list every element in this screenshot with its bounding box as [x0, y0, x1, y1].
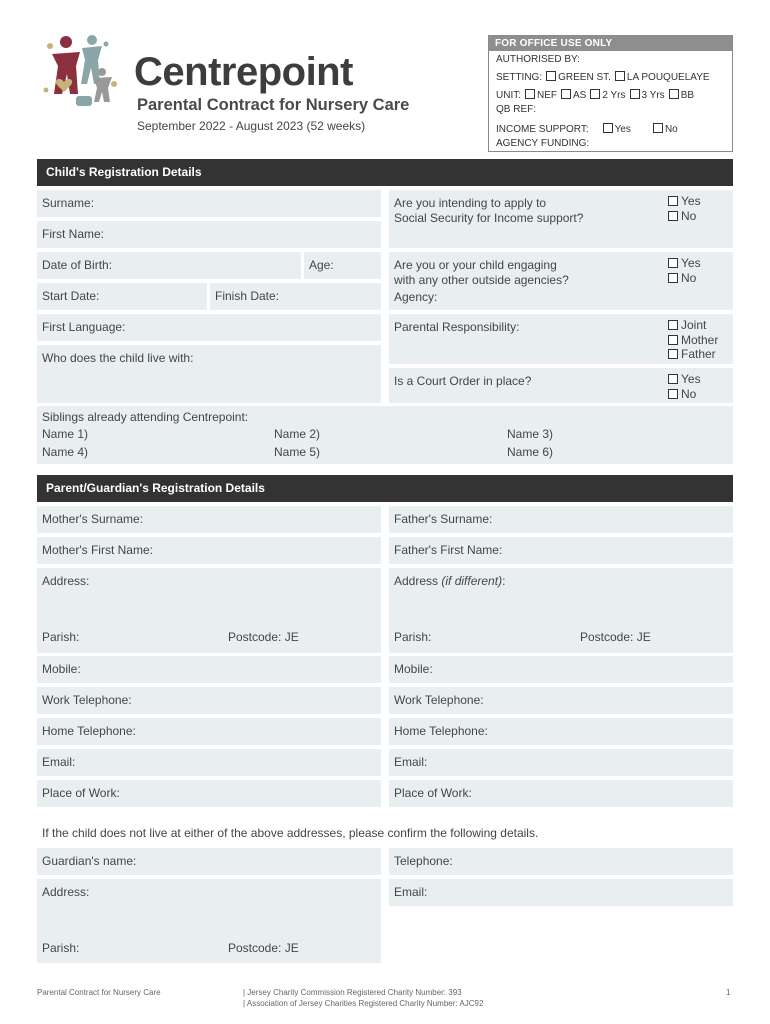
mother-surname-label: Mother's Surname:	[42, 512, 143, 526]
mother-checkbox[interactable]	[668, 335, 678, 345]
outside-agencies-question-line2: with any other outside agencies?	[394, 272, 569, 287]
first-name-field[interactable]	[37, 221, 381, 248]
unit-option-label: NEF	[537, 90, 557, 101]
father-label: Father	[681, 347, 716, 361]
office-use-box	[488, 35, 733, 152]
income-support-no-checkbox[interactable]	[668, 211, 678, 221]
age-field[interactable]	[304, 252, 381, 279]
father-parish-label: Parish:	[394, 630, 432, 644]
unit-option-label: AS	[573, 90, 587, 101]
mother-work-telephone-label: Work Telephone:	[42, 693, 132, 707]
income-support-row	[496, 123, 678, 135]
date-of-birth-field[interactable]	[37, 252, 301, 279]
guardian-email-field[interactable]	[389, 879, 733, 906]
sibling-name-1: Name 1)	[42, 427, 89, 441]
guardian-address-field[interactable]	[37, 879, 381, 963]
section-child-registration: Child's Registration Details	[37, 159, 733, 186]
mother-surname-field[interactable]	[37, 506, 381, 533]
mother-first-name-label: Mother's First Name:	[42, 543, 153, 557]
father-home-telephone-label: Home Telephone:	[394, 724, 488, 738]
surname-label: Surname:	[42, 196, 95, 210]
outside-agencies-question-line1: Are you or your child engaging	[394, 258, 557, 272]
date-of-birth-label: Date of Birth:	[42, 258, 113, 272]
father-address-note: (if different)	[441, 574, 503, 588]
father-home-telephone-field[interactable]	[389, 718, 733, 745]
mother-first-name-field[interactable]	[37, 537, 381, 564]
father-surname-field[interactable]	[389, 506, 733, 533]
mother-work-telephone-field[interactable]	[37, 687, 381, 714]
mother-address-label: Address:	[42, 574, 90, 588]
brand-name: Centrepoint	[134, 50, 353, 94]
unit-option-label: 2 Yrs	[602, 90, 626, 101]
mother-email-label: Email:	[42, 755, 76, 769]
mother-mobile-label: Mobile:	[42, 662, 81, 676]
guardian-parish-label: Parish:	[42, 941, 80, 955]
outside-agencies-no-checkbox[interactable]	[668, 273, 678, 283]
unit-label: UNIT:	[496, 90, 521, 101]
father-postcode-label: Postcode: JE	[580, 630, 651, 644]
income-support-yes-checkbox[interactable]	[603, 123, 613, 133]
father-first-name-label: Father's First Name:	[394, 543, 503, 557]
agency-funding-label: AGENCY FUNDING:	[496, 138, 590, 149]
agency-label: Agency:	[394, 290, 438, 304]
footer-document-title: Parental Contract for Nursery Care	[37, 988, 161, 997]
income-support-question-line2: Social Security for Income support?	[394, 210, 584, 225]
court-order-options	[668, 372, 701, 401]
first-language-field[interactable]	[37, 314, 381, 341]
father-place-of-work-field[interactable]	[389, 780, 733, 807]
siblings-label: Siblings already attending Centrepoint:	[42, 410, 249, 424]
parental-responsibility-options	[668, 318, 718, 362]
surname-field[interactable]	[37, 190, 381, 217]
mother-place-of-work-field[interactable]	[37, 780, 381, 807]
sibling-name-4: Name 4)	[42, 445, 89, 459]
father-mobile-field[interactable]	[389, 656, 733, 683]
unit-option-label: BB	[680, 90, 695, 101]
court-order-field	[389, 368, 733, 403]
unit-bb-checkbox[interactable]	[669, 89, 679, 99]
authorised-by-label: AUTHORISED BY:	[496, 54, 580, 65]
contract-period: September 2022 - August 2023 (52 weeks)	[137, 119, 366, 133]
setting-option-label: LA POUQUELAYE	[626, 72, 710, 83]
qb-ref-label: QB REF:	[496, 104, 537, 115]
father-address-field[interactable]	[389, 568, 733, 653]
unit-nef-checkbox[interactable]	[525, 89, 535, 99]
setting-green-st-checkbox[interactable]	[546, 71, 556, 81]
income-support-label: INCOME SUPPORT:	[496, 124, 589, 135]
guardian-telephone-field[interactable]	[389, 848, 733, 875]
office-use-heading: FOR OFFICE USE ONLY	[489, 36, 732, 51]
income-support-no-checkbox[interactable]	[653, 123, 663, 133]
yes-label: Yes	[681, 256, 701, 270]
mother-home-telephone-field[interactable]	[37, 718, 381, 745]
age-label: Age:	[309, 258, 334, 272]
no-label: No	[681, 208, 697, 223]
setting-label: SETTING:	[496, 72, 543, 83]
yes-label: Yes	[681, 194, 701, 208]
no-label: No	[681, 270, 697, 285]
page-number: 1	[726, 988, 731, 997]
page-title: Parental Contract for Nursery Care	[137, 96, 410, 114]
joint-checkbox[interactable]	[668, 320, 678, 330]
mother-home-telephone-label: Home Telephone:	[42, 724, 136, 738]
mother-email-field[interactable]	[37, 749, 381, 776]
income-support-no-label: No	[664, 124, 678, 135]
unit-2yrs-checkbox[interactable]	[590, 89, 600, 99]
guardian-name-field[interactable]	[37, 848, 381, 875]
mother-place-of-work-label: Place of Work:	[42, 786, 120, 800]
first-name-label: First Name:	[42, 227, 105, 241]
no-label: No	[681, 386, 697, 401]
father-email-label: Email:	[394, 755, 428, 769]
father-place-of-work-label: Place of Work:	[394, 786, 472, 800]
joint-label: Joint	[681, 318, 707, 332]
father-address-colon: :	[502, 574, 506, 588]
finish-date-field[interactable]	[210, 283, 381, 310]
guardian-telephone-label: Telephone:	[394, 854, 453, 868]
sibling-name-5: Name 5)	[274, 445, 321, 459]
father-email-field[interactable]	[389, 749, 733, 776]
father-first-name-field[interactable]	[389, 537, 733, 564]
lives-with-label: Who does the child live with:	[42, 351, 194, 365]
unit-row	[496, 89, 694, 101]
siblings-field[interactable]	[37, 406, 733, 464]
sibling-name-2: Name 2)	[274, 427, 321, 441]
start-date-label: Start Date:	[42, 289, 100, 303]
unit-option-label: 3 Yrs	[641, 90, 665, 101]
section-parent-registration: Parent/Guardian's Registration Details	[37, 475, 733, 502]
father-surname-label: Father's Surname:	[394, 512, 493, 526]
footer-ajc-number: | Association of Jersey Charities Registered Charity Number: AJC92	[243, 999, 484, 1008]
unit-as-checkbox[interactable]	[561, 89, 571, 99]
sibling-name-3: Name 3)	[507, 427, 554, 441]
guardian-address-label: Address:	[42, 885, 90, 899]
start-date-field[interactable]	[37, 283, 207, 310]
parental-responsibility-label: Parental Responsibility:	[394, 320, 520, 334]
mother-label: Mother	[681, 332, 719, 347]
finish-date-label: Finish Date:	[215, 289, 280, 303]
setting-la-pouquelaye-checkbox[interactable]	[615, 71, 625, 81]
footer-charity-number: | Jersey Charity Commission Registered Charity Number: 393	[243, 988, 462, 997]
centrepoint-logo-icon	[36, 32, 126, 112]
income-support-question-line1: Are you intending to apply to	[394, 196, 547, 210]
outside-agencies-options	[668, 256, 701, 285]
outside-agencies-question	[389, 252, 733, 310]
guardian-email-label: Email:	[394, 885, 428, 899]
mother-address-field[interactable]	[37, 568, 381, 653]
guardian-note: If the child does not live at either of the above addresses, please confirm the following details.	[42, 826, 539, 840]
setting-option-label: GREEN ST.	[558, 72, 611, 83]
father-address-label: Address	[394, 574, 439, 588]
sibling-name-6: Name 6)	[507, 445, 554, 459]
parental-responsibility-field	[389, 314, 733, 364]
unit-3yrs-checkbox[interactable]	[630, 89, 640, 99]
first-language-label: First Language:	[42, 320, 126, 334]
income-support-yes-checkbox[interactable]	[668, 196, 678, 206]
income-support-options	[668, 194, 701, 223]
father-work-telephone-field[interactable]	[389, 687, 733, 714]
lives-with-field[interactable]	[37, 345, 381, 403]
father-work-telephone-label: Work Telephone:	[394, 693, 484, 707]
income-support-question	[389, 190, 733, 248]
mother-parish-label: Parish:	[42, 630, 80, 644]
setting-row	[496, 71, 710, 83]
mother-mobile-field[interactable]	[37, 656, 381, 683]
income-support-yes-label: Yes	[614, 124, 631, 135]
outside-agencies-yes-checkbox[interactable]	[668, 258, 678, 268]
court-order-no-checkbox[interactable]	[668, 389, 678, 399]
yes-label: Yes	[681, 372, 701, 386]
guardian-name-label: Guardian's name:	[42, 854, 137, 868]
mother-postcode-label: Postcode: JE	[228, 630, 299, 644]
father-checkbox[interactable]	[668, 349, 678, 359]
court-order-label: Is a Court Order in place?	[394, 374, 532, 388]
court-order-yes-checkbox[interactable]	[668, 374, 678, 384]
guardian-postcode-label: Postcode: JE	[228, 941, 299, 955]
father-mobile-label: Mobile:	[394, 662, 433, 676]
